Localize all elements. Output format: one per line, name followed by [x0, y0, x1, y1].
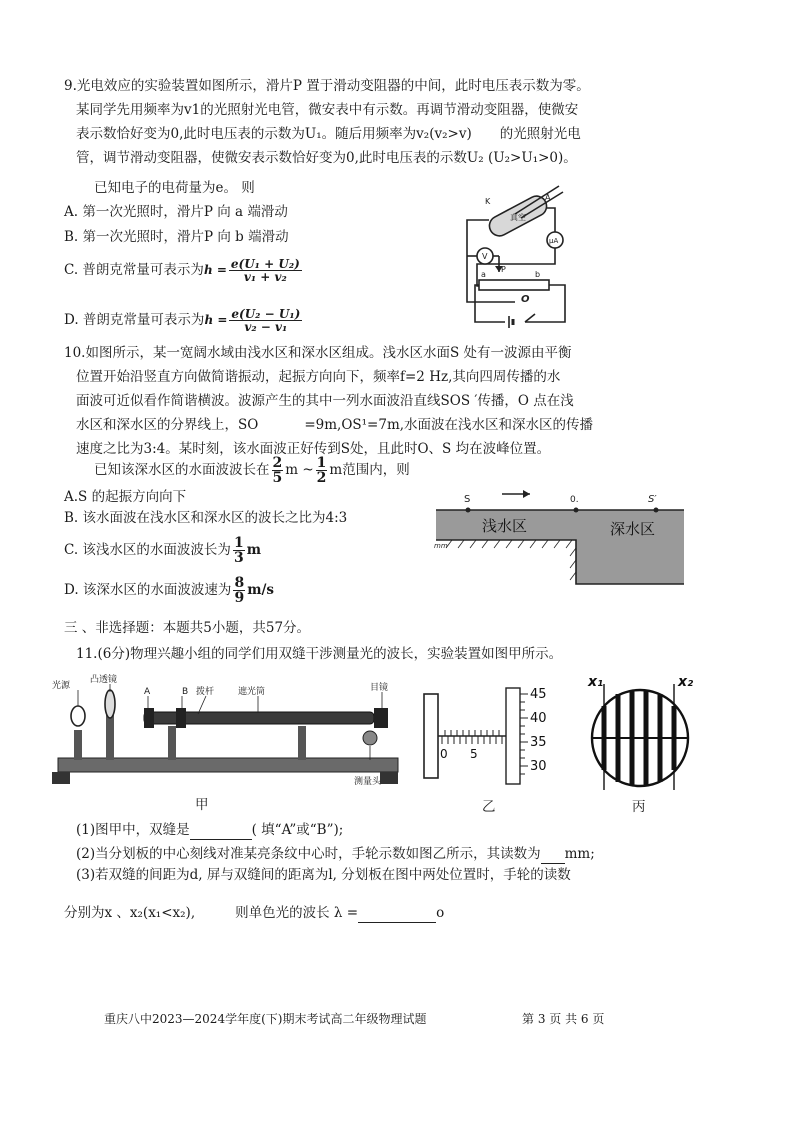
q9-option-d-h: h = [204, 313, 228, 327]
q11-sub1 [76, 821, 343, 840]
label-deep: 深水区 [610, 520, 656, 538]
label-k: K [485, 197, 491, 206]
q11-sub4-end: o [436, 905, 445, 921]
thimble-label-40: 40 [530, 711, 547, 726]
q10-line4-start: 水区和深水区的分界线上，SO [76, 417, 259, 433]
leader-lever [198, 696, 206, 714]
q9-line5: 已知电子的电荷量为e。 则 [94, 180, 255, 196]
q10-line6-suffix: 范围内，则 [342, 462, 410, 478]
q11-sub2 [76, 845, 595, 864]
convex-lens [105, 690, 115, 718]
q10-option-a: A.S 的起振方向向下 [64, 489, 187, 505]
label-vacuum: 真空 [510, 213, 526, 222]
light-bulb [71, 706, 85, 726]
q9-option-b: B. 第一次光照时，滑片P 向 b 端滑动 [64, 229, 289, 245]
q11-sub1-text: (1)图甲中，双缝是 [76, 822, 190, 838]
q9-option-d-label: D. 普朗克常量可表示为 [64, 312, 205, 328]
micrometer-frame [424, 694, 438, 778]
q10-option-d [64, 576, 274, 605]
label-light-source: 光源 [52, 681, 71, 691]
q10-f1-unit: m ~ [285, 462, 314, 478]
q10-option-c-unit: m [246, 542, 261, 558]
q9-line4: 管，调节滑动变阻器，使微安表示数恰好变为0,此时电压表的示数U₂ (U₂>U₁>0)。 [76, 150, 577, 166]
tube-stand-left [168, 726, 176, 760]
water-region-figure [432, 486, 688, 590]
q11-sub4-answer-blank[interactable] [358, 904, 436, 923]
label-tube: 遮光筒 [238, 687, 266, 697]
q10-f2-num: 1 [316, 455, 327, 471]
label-s-prime: S′ [648, 494, 657, 505]
q10-option-d-fraction [233, 576, 245, 605]
q11-sub4 [64, 904, 444, 923]
q11-sub1-hint: ( 填“A”或“B”); [251, 822, 344, 838]
q11-sub3: (3)若双缝的间距为d, 屏与双缝间的距离为l, 分划板在图中两处位置时，手轮的读数 [76, 867, 571, 883]
thimble-ticks [520, 694, 528, 774]
q10-option-d-unit: m/s [247, 582, 275, 598]
q10-line4 [76, 416, 593, 434]
thimble-label-30: 30 [530, 759, 547, 774]
q9-option-c-num: e(U₁ + U₂) [230, 257, 300, 271]
rail-foot-right [380, 772, 398, 784]
thimble-label-45: 45 [530, 687, 547, 702]
q11-sub4-text: 分别为x 、x₂(x₁<x₂), [64, 905, 196, 921]
double-slit-apparatus-figure [48, 670, 400, 788]
label-o: 0. [570, 495, 579, 505]
q9-option-d-fraction [229, 308, 302, 333]
label-a: A [545, 193, 551, 202]
slit-a-holder [144, 708, 154, 728]
main-scale-label-0: 0 [440, 747, 448, 761]
label-shallow: 浅水区 [482, 517, 528, 535]
caption-yi: 乙 [482, 799, 496, 815]
footer-page-number: 第 3 页 共 6 页 [522, 1012, 605, 1026]
label-o: O [521, 294, 530, 305]
fringe-field-of-view-figure [584, 672, 696, 790]
q11-sub2-unit: mm; [564, 846, 595, 862]
q10-fraction-one-half [316, 456, 328, 485]
point-s [466, 508, 471, 513]
q10-option-c-label: C. 该浅水区的水面波波长为 [64, 542, 231, 558]
photoelectric-circuit-figure [455, 180, 585, 330]
q10-option-d-label: D. 该深水区的水面波波速为 [64, 582, 232, 598]
q11-sub2-answer-blank[interactable] [541, 845, 565, 864]
q9-line2: 某同学先用频率为v1的光照射光电管，微安表中有示数。再调节滑动变阻器，使微安 [76, 102, 579, 118]
label-measuring-head: 测量头 [354, 777, 382, 787]
q10-line3: 面波可近似看作简谐横波。波源产生的其中一列水面波沿直线SOS ′传播，O 点在浅 [76, 393, 574, 409]
slit-b-holder [176, 708, 186, 728]
right-top-wire [547, 208, 555, 232]
measuring-head [363, 731, 377, 745]
label-slit-a: A [144, 687, 151, 697]
q9-option-d [64, 308, 304, 333]
propagation-arrow-head [523, 490, 530, 498]
footer-title: 重庆八中2023—2024学年度(下)期末考试高二年级物理试题 [104, 1012, 427, 1026]
caption-bing: 丙 [632, 799, 646, 815]
q9-option-c-h: h = [203, 263, 227, 277]
q11-line1: 11.(6分)物理兴趣小组的同学们用双缝干涉测量光的波长，实验装置如图甲所示。 [76, 646, 563, 662]
q10-f2-unit: m [329, 462, 343, 478]
q10-option-b: B. 该水面波在浅水区和深水区的波长之比为4:3 [64, 510, 348, 526]
q10-option-c-num: 1 [233, 535, 244, 551]
q11-sub2-text: (2)当分划板的中心刻线对准某亮条纹中心时，手轮示数如图乙所示，其读数为 [76, 846, 541, 862]
section-three-title: 三 、非选择题：本题共5小题，共57分。 [64, 620, 311, 636]
seabed-hatching [446, 540, 576, 580]
q10-f1-num: 2 [272, 455, 283, 471]
q9-option-c-label: C. 普朗克常量可表示为 [64, 262, 204, 278]
q10-option-c-fraction [233, 536, 245, 565]
micrometer-reading-figure [420, 684, 560, 788]
label-lever: 拨杆 [196, 687, 215, 697]
q10-line4-end: =9m,OS¹=7m,水面波在浅水区和深水区的传播 [304, 417, 594, 433]
switch-shape [525, 314, 535, 322]
main-scale-label-5: 5 [470, 747, 478, 761]
q10-line1: 10.如图所示，某一宽阔水域由浅水区和深水区组成。浅水区水面S 处有一波源由平衡 [64, 345, 572, 361]
q9-line1: 9.光电效应的实验装置如图所示，滑片P 置于滑动变阻器的中间，此时电压表示数为零。 [64, 78, 590, 94]
q9-option-c [64, 258, 304, 283]
point-o [574, 508, 579, 513]
q9-option-c-den: v₁ + v₂ [243, 270, 287, 284]
q9-line3 [76, 125, 581, 143]
label-a-end: a [481, 270, 486, 279]
q10-line2: 位置开始沿竖直方向做简谐振动，起振方向向下，频率f=2 Hz,其向四周传播的水 [76, 369, 561, 385]
point-s-prime [654, 508, 659, 513]
q9-option-d-den: v₂ − v₁ [244, 320, 288, 334]
lens-stand [106, 714, 114, 760]
q10-option-d-den: 9 [234, 590, 245, 606]
label-ua: μA [549, 237, 559, 245]
q10-option-c [64, 536, 261, 565]
label-x1: x₁ [588, 674, 604, 690]
q10-f1-den: 5 [272, 470, 283, 486]
eyepiece [374, 708, 388, 728]
q10-f2-den: 2 [316, 470, 327, 486]
main-scale-ticks [442, 730, 502, 744]
label-v: V [482, 252, 488, 261]
optical-rail [58, 758, 398, 772]
label-p: P [501, 265, 506, 274]
label-b-end: b [535, 270, 541, 279]
thimble [506, 688, 520, 784]
q10-fraction-two-fifths [272, 456, 284, 485]
q10-line6 [94, 456, 410, 485]
q11-sub4-question: 则单色光的波长 λ = [235, 905, 359, 921]
q9-option-c-fraction [229, 258, 302, 283]
q11-sub1-answer-blank[interactable] [190, 821, 252, 840]
q9-line3-main: 表示数恰好变为0,此时电压表的示数为U₁。随后用频率为v₂(v₂>v) [76, 126, 472, 142]
q10-option-c-den: 3 [233, 550, 244, 566]
tube-stand-right [298, 726, 306, 760]
q9-line3-tail: 的光照射光电 [499, 126, 581, 142]
q9-option-a: A. 第一次光照时，滑片P 向 a 端滑动 [64, 204, 288, 220]
label-convex-lens: 凸透镜 [90, 675, 118, 685]
label-s: S [464, 494, 471, 505]
label-slit-b: B [182, 687, 189, 697]
source-stand [74, 730, 82, 760]
q10-option-d-num: 8 [234, 575, 245, 591]
rheostat-shape [479, 280, 549, 290]
label-mm: mm [434, 542, 448, 550]
thimble-label-35: 35 [530, 735, 547, 750]
q10-line6-prefix: 已知该深水区的水面波波长在 [94, 462, 270, 478]
q9-option-d-num: e(U₂ − U₁) [231, 307, 301, 321]
label-x2: x₂ [678, 674, 694, 690]
label-eyepiece: 目镜 [370, 683, 389, 693]
caption-jia: 甲 [195, 797, 209, 813]
q10-line5: 速度之比为3:4。某时刻，该水面波正好传到S处，且此时O、S 均在波峰位置。 [76, 441, 551, 457]
rail-foot-left [52, 772, 70, 784]
